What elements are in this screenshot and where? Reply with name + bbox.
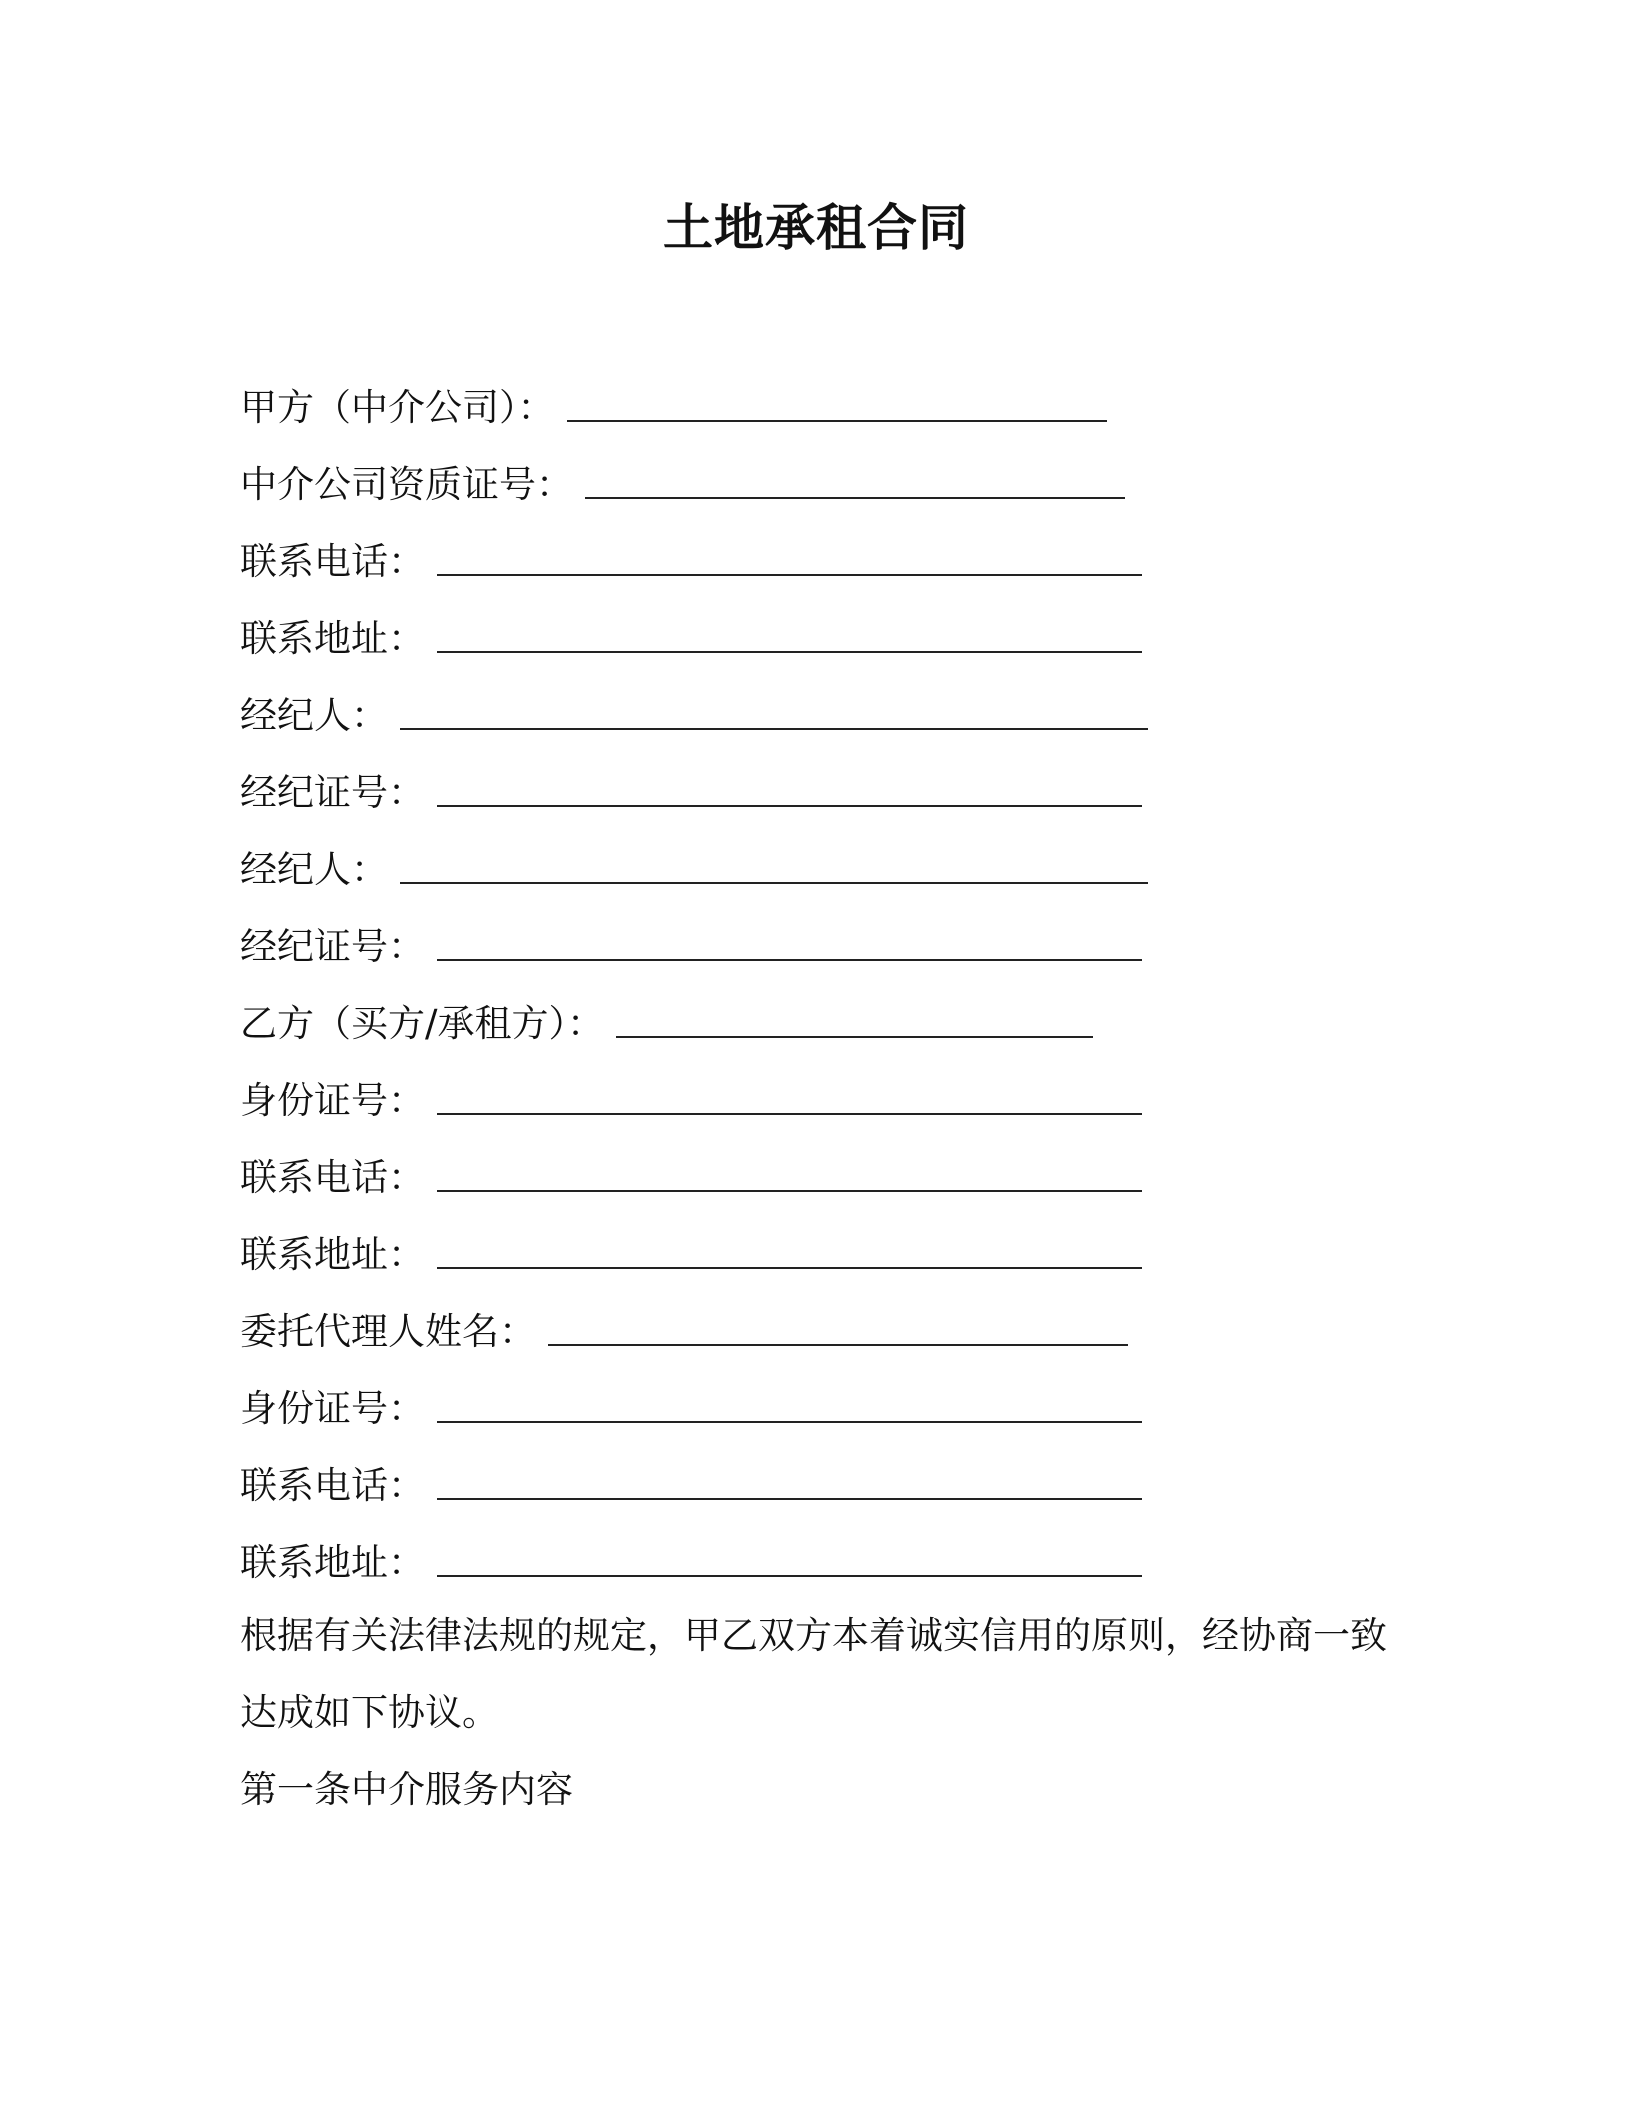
field-label: 联系电话：: [240, 539, 425, 583]
field-label: 甲方（中介公司）：: [240, 385, 555, 429]
field-label: 乙方（买方/承租方）：: [240, 1001, 604, 1045]
blank-fill-line[interactable]: [437, 805, 1142, 807]
blank-fill-line[interactable]: [437, 1498, 1142, 1500]
field-label: 经纪人：: [240, 693, 388, 737]
form-field-row: [240, 1443, 1390, 1520]
field-label: 联系地址：: [240, 1232, 425, 1276]
form-field-row: [240, 1212, 1390, 1289]
field-label: 委托代理人姓名：: [240, 1309, 536, 1353]
field-label: 身份证号：: [240, 1078, 425, 1122]
field-label: 联系地址：: [240, 616, 425, 660]
form-field-row: [240, 750, 1390, 827]
field-label: 中介公司资质证号：: [240, 462, 573, 506]
form-field-row: [240, 1366, 1390, 1443]
blank-fill-line[interactable]: [437, 1267, 1142, 1269]
field-label: 联系电话：: [240, 1155, 425, 1199]
form-field-row: [240, 519, 1390, 596]
field-label: 经纪证号：: [240, 770, 425, 814]
form-field-row: [240, 1058, 1390, 1135]
form-field-row: [240, 827, 1390, 904]
blank-fill-line[interactable]: [567, 420, 1107, 422]
agreement-paragraph: 根据有关法律法规的规定，甲乙双方本着诚实信用的原则，经协商一致达成如下协议。: [240, 1614, 1387, 1734]
blank-fill-line[interactable]: [585, 497, 1125, 499]
field-label: 联系地址：: [240, 1540, 425, 1584]
form-field-row: [240, 365, 1390, 442]
form-field-row: [240, 596, 1390, 673]
blank-fill-line[interactable]: [400, 882, 1148, 884]
form-field-row: [240, 1520, 1390, 1597]
form-field-row: [240, 1289, 1390, 1366]
blank-fill-line[interactable]: [400, 728, 1148, 730]
form-fields: [240, 365, 1390, 1597]
field-label: 身份证号：: [240, 1386, 425, 1430]
blank-fill-line[interactable]: [437, 1421, 1142, 1423]
document-title: 土地承租合同: [663, 199, 969, 257]
field-label: 经纪证号：: [240, 924, 425, 968]
blank-fill-line[interactable]: [437, 574, 1142, 576]
form-field-row: [240, 673, 1390, 750]
blank-fill-line[interactable]: [548, 1344, 1128, 1346]
blank-fill-line[interactable]: [437, 1190, 1142, 1192]
field-label: 经纪人：: [240, 847, 388, 891]
blank-fill-line[interactable]: [437, 651, 1142, 653]
document-body: [240, 365, 1390, 1828]
blank-fill-line[interactable]: [437, 1113, 1142, 1115]
form-field-row: [240, 1135, 1390, 1212]
blank-fill-line[interactable]: [437, 1575, 1142, 1577]
blank-fill-line[interactable]: [616, 1036, 1093, 1038]
field-label: 联系电话：: [240, 1463, 425, 1507]
form-field-row: [240, 442, 1390, 519]
form-field-row: [240, 904, 1390, 981]
blank-fill-line[interactable]: [437, 959, 1142, 961]
form-field-row: [240, 981, 1390, 1058]
section-heading: 第一条中介服务内容: [240, 1768, 573, 1811]
